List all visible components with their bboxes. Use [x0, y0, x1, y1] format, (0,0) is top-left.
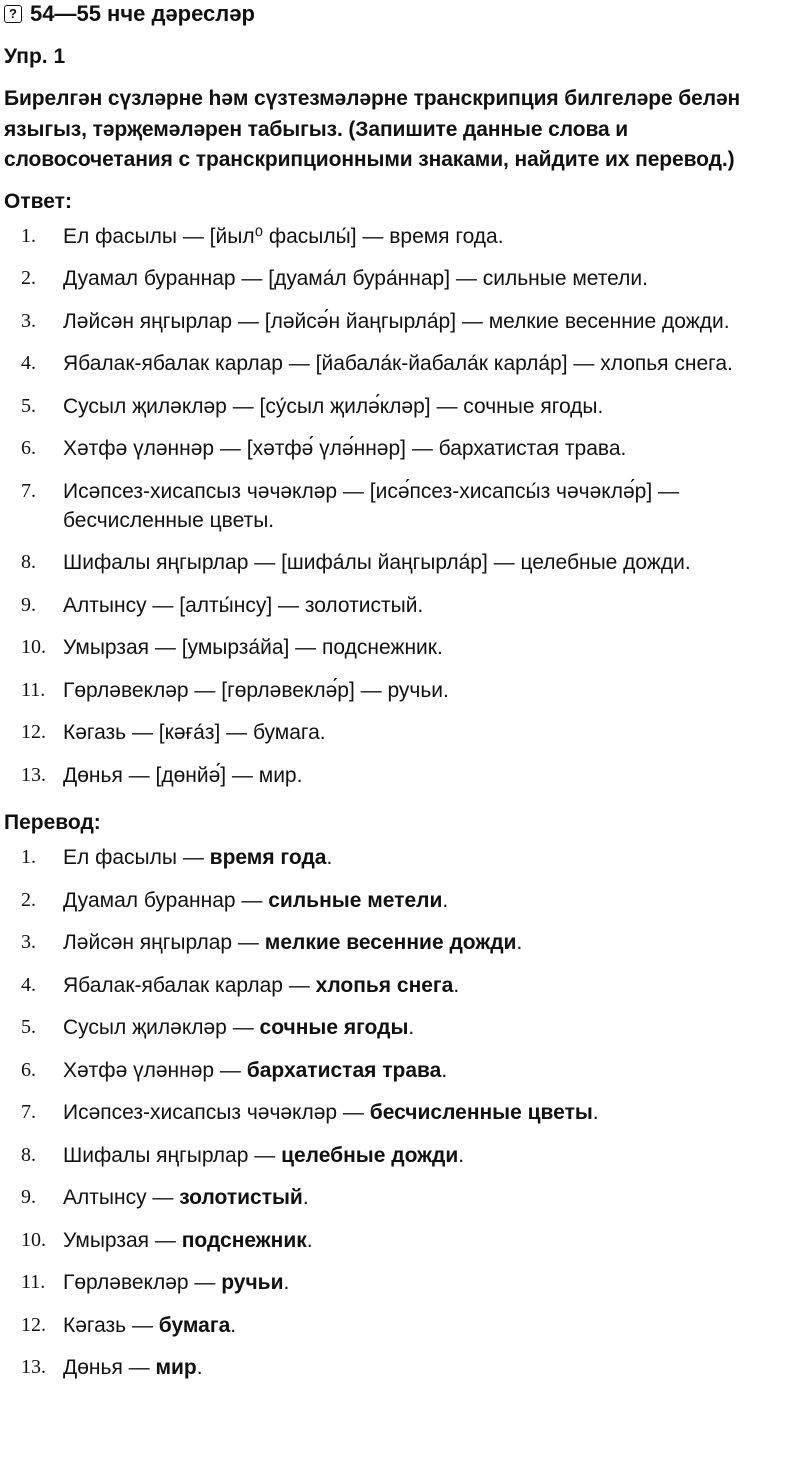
russian-translation: время года — [209, 846, 327, 869]
answer-item — [4, 718, 798, 747]
item-number: 9. — [21, 593, 36, 616]
answer-text: Умырзая — [умырза́йа] — подснежник. — [63, 636, 443, 659]
answer-item — [4, 434, 798, 463]
item-number: 6. — [21, 437, 36, 459]
tatar-phrase: Умырзая — — [63, 1228, 182, 1252]
answer-item — [4, 633, 798, 662]
russian-translation: целебные дожди — [281, 1143, 459, 1167]
answer-text: Ел фасылы — [йыл⁰ фасылы́] — время года. — [63, 224, 504, 248]
answer-text: Сусыл җиләкләр — [су́сыл җилә́кләр] — сочные ягоды. — [63, 394, 604, 418]
tatar-phrase: Хәтфә үләннәр — — [63, 1058, 247, 1082]
translation-item — [4, 886, 798, 915]
russian-translation: бесчисленные цветы — [369, 1101, 593, 1124]
item-number: 5. — [21, 394, 36, 417]
translation-item — [4, 1056, 798, 1085]
item-number: 7. — [21, 1101, 36, 1123]
russian-translation: золотистый — [179, 1186, 303, 1209]
translation-item — [4, 1183, 798, 1212]
answer-item — [4, 307, 798, 336]
russian-translation: бархатистая трава — [246, 1058, 442, 1082]
item-number: 9. — [21, 1186, 36, 1208]
tatar-phrase: Ябалак-ябалак карлар — — [63, 973, 316, 997]
tatar-phrase: Сусыл җиләкләр — — [63, 1016, 260, 1039]
answer-text: Алтынсу — [алты́нсу] — золотистый. — [63, 593, 424, 617]
tatar-phrase: Кәгазь — — [63, 1313, 159, 1337]
translation-item — [4, 1353, 798, 1382]
tatar-phrase: Дөнья — — [63, 1356, 156, 1379]
item-number: 2. — [21, 267, 36, 289]
answer-text: Исәпсез-хисапсыз чәчәкләр — [исә́псез-хисапсы́з чәчәклә́р] — бесчисленные цветы. — [63, 479, 680, 532]
sentence-end: . — [408, 1016, 415, 1039]
sentence-end: . — [441, 1058, 448, 1082]
answer-item — [4, 477, 798, 535]
russian-translation: хлопья снега — [315, 973, 454, 997]
item-number: 10. — [21, 636, 46, 658]
item-number: 6. — [21, 1058, 36, 1081]
answer-item — [4, 591, 798, 620]
translation-item — [4, 1098, 798, 1127]
item-number: 10. — [21, 1228, 46, 1251]
question-box-icon[interactable]: ? — [4, 5, 22, 23]
tatar-phrase: Дуамал бураннар — — [63, 888, 269, 912]
answer-text: Гөрләвекләр — [гөрләвеклә́р] — ручьи. — [63, 678, 449, 702]
answer-text: Ябалак-ябалак карлар — [йабала́к-йабала́к карла́р] — хлопья снега. — [63, 352, 733, 375]
item-number: 4. — [21, 973, 36, 996]
translation-item — [4, 1311, 798, 1340]
tatar-phrase: Исәпсез-хисапсыз чәчәкләр — — [63, 1101, 370, 1124]
lesson-title: 54—55 нче дәресләр — [30, 1, 255, 26]
answer-text: Кәгазь — [кәға́з] — бумага. — [63, 721, 326, 744]
item-number: 3. — [21, 309, 36, 332]
translation-item — [4, 1013, 798, 1042]
translation-item — [4, 1141, 798, 1170]
item-number: 1. — [21, 224, 36, 247]
translation-list — [4, 843, 800, 1382]
sentence-end: . — [230, 1313, 237, 1337]
translation-item — [4, 843, 798, 872]
tatar-phrase: Алтынсу — — [63, 1186, 180, 1209]
item-number: 5. — [21, 1016, 36, 1038]
answer-text: Дөнья — [дөнйә́] — мир. — [63, 763, 303, 787]
sentence-end: . — [306, 1228, 313, 1252]
russian-translation: бумага — [158, 1313, 231, 1337]
lesson-header — [4, 0, 800, 28]
item-number: 11. — [21, 1271, 46, 1293]
answer-heading: Ответ: — [4, 189, 72, 213]
sentence-end: . — [592, 1101, 599, 1124]
translation-item — [4, 928, 798, 957]
answer-text: Шифалы яңгырлар — [шифа́лы йаңгырла́р] — целебные дожди. — [63, 551, 691, 574]
item-number: 13. — [21, 1356, 46, 1378]
answer-item — [4, 676, 798, 705]
item-number: 12. — [21, 1313, 46, 1336]
russian-translation: сильные метели — [268, 888, 443, 912]
answer-item — [4, 222, 798, 251]
sentence-end: . — [196, 1356, 203, 1379]
sentence-end: . — [453, 973, 460, 997]
item-number: 7. — [21, 479, 36, 502]
answer-item — [4, 761, 798, 790]
sentence-end: . — [516, 931, 523, 954]
answer-list — [4, 222, 800, 790]
russian-translation: мир — [155, 1356, 197, 1379]
tatar-phrase: Ел фасылы — — [63, 846, 210, 869]
item-number: 11. — [21, 678, 46, 701]
sentence-end: . — [283, 1271, 290, 1294]
item-number: 4. — [21, 352, 36, 374]
russian-translation: ручьи — [221, 1271, 284, 1294]
exercise-title: Упр. 1 — [4, 45, 66, 68]
answer-item — [4, 349, 798, 378]
item-number: 1. — [21, 846, 36, 868]
answer-text: Хәтфә үләннәр — [хәтфә́ үлә́ннәр] — бархатистая трава. — [63, 437, 627, 460]
answer-text: Дуамал бураннар — [дуама́л бура́ннар] — сильные метели. — [63, 267, 648, 290]
translation-item — [4, 1226, 798, 1255]
sentence-end: . — [442, 888, 449, 912]
russian-translation: подснежник — [181, 1228, 307, 1252]
exercise-instructions: Бирелгән сүзләрне һәм сүзтезмәләрне транскрипция билгеләре белән языгыз, тәрҗемәләрен табыгыз. (Запишите данные слова и словосочетания с транскрипционными знаками, найдите их перевод.) — [4, 87, 741, 171]
tatar-phrase: Ләйсән яңгырлар — — [63, 931, 265, 954]
tatar-phrase: Гөрләвекләр — — [63, 1271, 222, 1294]
item-number: 13. — [21, 763, 46, 786]
russian-translation: мелкие весенние дожди — [264, 931, 517, 954]
tatar-phrase: Шифалы яңгырлар — — [63, 1143, 282, 1167]
item-number: 2. — [21, 888, 36, 911]
sentence-end: . — [458, 1143, 465, 1167]
translation-heading: Перевод: — [4, 811, 101, 834]
sentence-end: . — [302, 1186, 309, 1209]
item-number: 12. — [21, 721, 46, 743]
translation-item — [4, 971, 798, 1000]
item-number: 8. — [21, 1143, 36, 1166]
answer-text: Ләйсән яңгырлар — [ләйсә́н йаңгырла́р] — мелкие весенние дожди. — [63, 309, 730, 333]
sentence-end: . — [326, 846, 333, 869]
item-number: 8. — [21, 551, 36, 573]
translation-item — [4, 1268, 798, 1297]
answer-item — [4, 548, 798, 577]
item-number: 3. — [21, 931, 36, 953]
russian-translation: сочные ягоды — [259, 1016, 409, 1039]
answer-item — [4, 392, 798, 421]
answer-item — [4, 264, 798, 293]
